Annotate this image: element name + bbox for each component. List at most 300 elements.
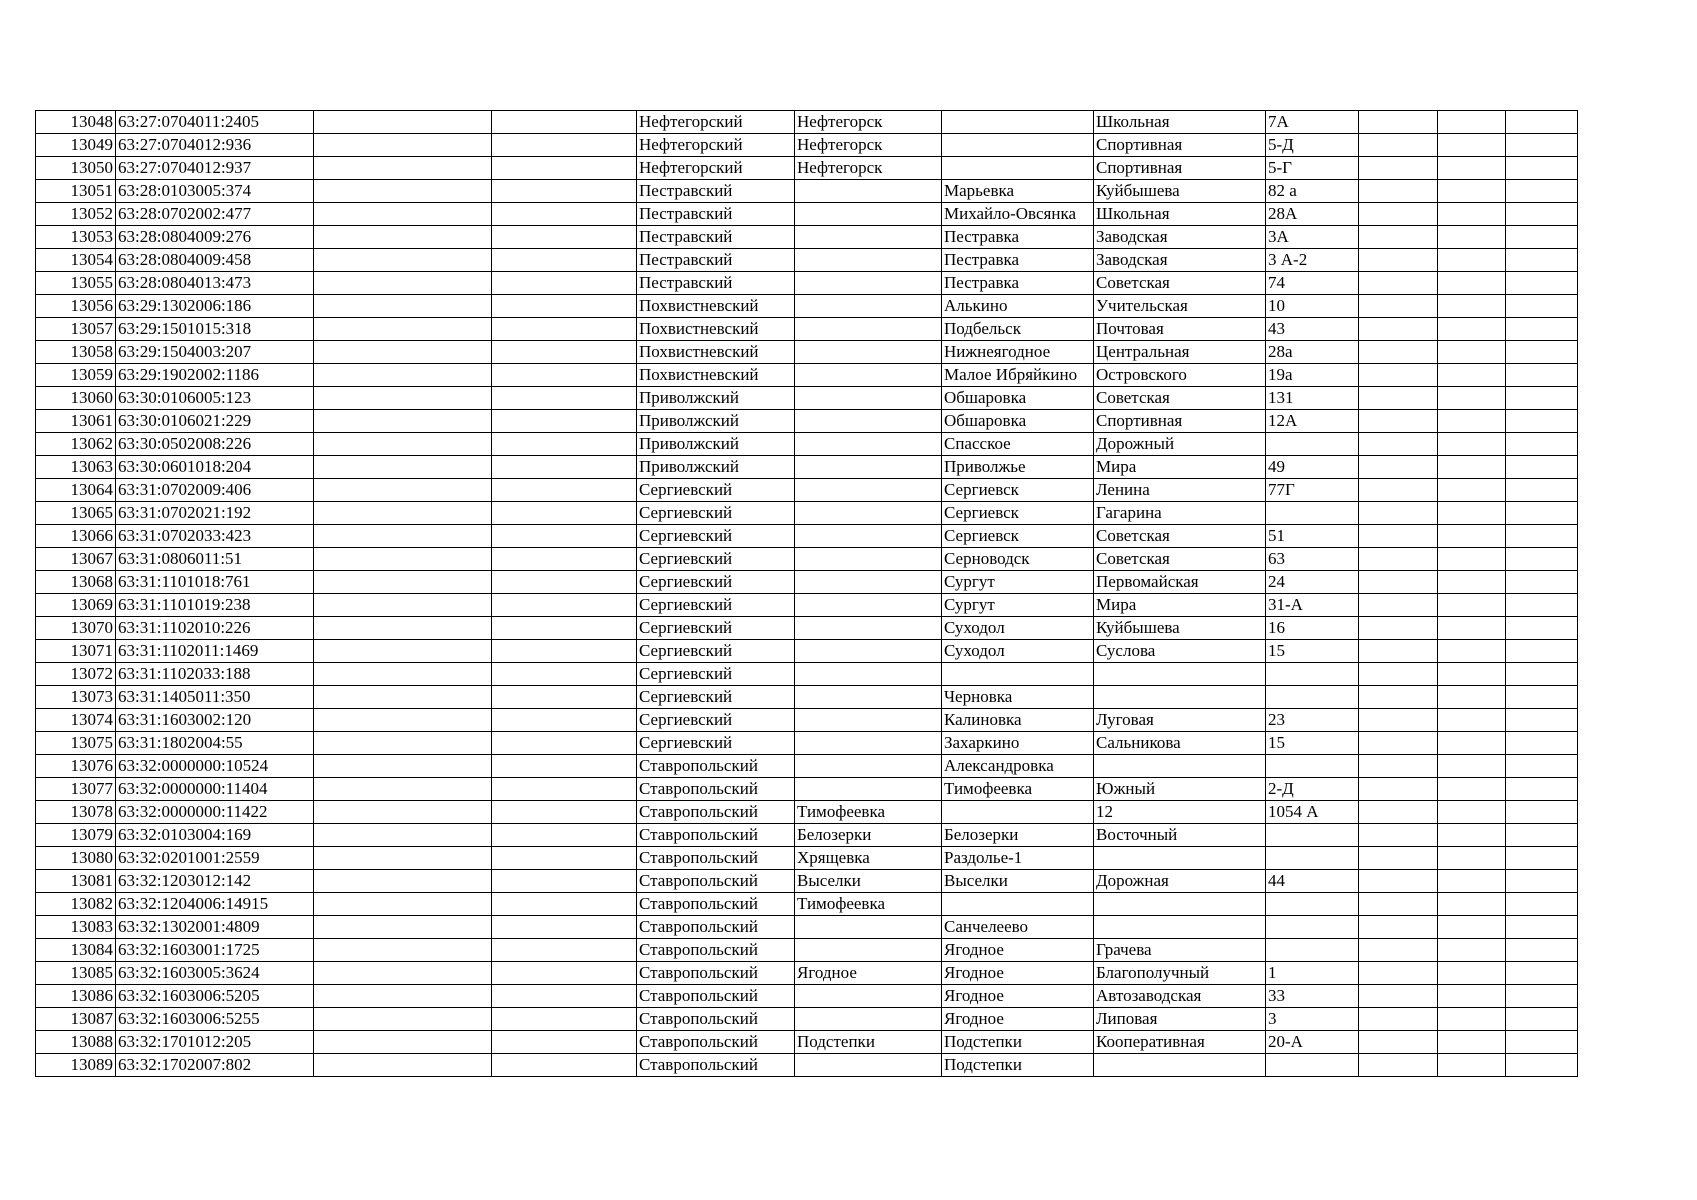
district-cell: Ставропольский bbox=[637, 1008, 795, 1031]
district-cell: Сергиевский bbox=[637, 502, 795, 525]
empty-cell-10 bbox=[1359, 709, 1438, 732]
row-number-cell: 13057 bbox=[36, 318, 116, 341]
house-number-cell bbox=[1266, 893, 1359, 916]
empty-cell-10 bbox=[1359, 502, 1438, 525]
cadastral-number-cell: 63:32:0000000:11404 bbox=[116, 778, 314, 801]
town-cell bbox=[795, 410, 942, 433]
row-number-cell: 13054 bbox=[36, 249, 116, 272]
empty-cell-3 bbox=[314, 548, 492, 571]
empty-cell-4 bbox=[492, 571, 637, 594]
district-cell: Приволжский bbox=[637, 387, 795, 410]
empty-cell-4 bbox=[492, 364, 637, 387]
empty-cell-10 bbox=[1359, 1008, 1438, 1031]
empty-cell-4 bbox=[492, 502, 637, 525]
empty-cell-4 bbox=[492, 1008, 637, 1031]
empty-cell-3 bbox=[314, 801, 492, 824]
cadastral-number-cell: 63:31:1603002:120 bbox=[116, 709, 314, 732]
town-cell bbox=[795, 341, 942, 364]
street-cell: Советская bbox=[1094, 272, 1266, 295]
empty-cell-12 bbox=[1506, 916, 1578, 939]
district-cell: Ставропольский bbox=[637, 1031, 795, 1054]
empty-cell-12 bbox=[1506, 778, 1578, 801]
empty-cell-4 bbox=[492, 916, 637, 939]
house-number-cell bbox=[1266, 663, 1359, 686]
town-cell: Тимофеевка bbox=[795, 801, 942, 824]
town-cell bbox=[795, 387, 942, 410]
district-cell: Ставропольский bbox=[637, 755, 795, 778]
street-cell: Заводская bbox=[1094, 226, 1266, 249]
table-row bbox=[36, 502, 1578, 525]
street-cell: Почтовая bbox=[1094, 318, 1266, 341]
table-row bbox=[36, 157, 1578, 180]
empty-cell-12 bbox=[1506, 824, 1578, 847]
town-cell bbox=[795, 318, 942, 341]
house-number-cell: 43 bbox=[1266, 318, 1359, 341]
empty-cell-4 bbox=[492, 134, 637, 157]
house-number-cell bbox=[1266, 502, 1359, 525]
table-row bbox=[36, 755, 1578, 778]
street-cell: Липовая bbox=[1094, 1008, 1266, 1031]
row-number-cell: 13051 bbox=[36, 180, 116, 203]
district-cell: Нефтегорский bbox=[637, 134, 795, 157]
locality-cell: Подстепки bbox=[942, 1031, 1094, 1054]
empty-cell-12 bbox=[1506, 939, 1578, 962]
locality-cell: Ягодное bbox=[942, 962, 1094, 985]
empty-cell-11 bbox=[1438, 755, 1506, 778]
district-cell: Ставропольский bbox=[637, 962, 795, 985]
row-number-cell: 13077 bbox=[36, 778, 116, 801]
empty-cell-4 bbox=[492, 663, 637, 686]
table-row bbox=[36, 295, 1578, 318]
empty-cell-11 bbox=[1438, 111, 1506, 134]
empty-cell-11 bbox=[1438, 364, 1506, 387]
locality-cell: Михайло-Овсянка bbox=[942, 203, 1094, 226]
town-cell bbox=[795, 502, 942, 525]
empty-cell-4 bbox=[492, 617, 637, 640]
empty-cell-3 bbox=[314, 318, 492, 341]
empty-cell-10 bbox=[1359, 962, 1438, 985]
street-cell: Дорожный bbox=[1094, 433, 1266, 456]
row-number-cell: 13055 bbox=[36, 272, 116, 295]
cadastral-number-cell: 63:28:0804013:473 bbox=[116, 272, 314, 295]
empty-cell-10 bbox=[1359, 548, 1438, 571]
empty-cell-12 bbox=[1506, 502, 1578, 525]
locality-cell: Марьевка bbox=[942, 180, 1094, 203]
empty-cell-4 bbox=[492, 410, 637, 433]
empty-cell-10 bbox=[1359, 870, 1438, 893]
house-number-cell: 16 bbox=[1266, 617, 1359, 640]
locality-cell: Серноводск bbox=[942, 548, 1094, 571]
district-cell: Сергиевский bbox=[637, 525, 795, 548]
empty-cell-3 bbox=[314, 617, 492, 640]
table-row bbox=[36, 433, 1578, 456]
empty-cell-10 bbox=[1359, 226, 1438, 249]
district-cell: Сергиевский bbox=[637, 617, 795, 640]
cadastral-number-cell: 63:31:0702021:192 bbox=[116, 502, 314, 525]
cadastral-number-cell: 63:31:1802004:55 bbox=[116, 732, 314, 755]
empty-cell-3 bbox=[314, 134, 492, 157]
empty-cell-4 bbox=[492, 594, 637, 617]
district-cell: Пестравский bbox=[637, 249, 795, 272]
empty-cell-12 bbox=[1506, 1008, 1578, 1031]
empty-cell-12 bbox=[1506, 295, 1578, 318]
empty-cell-11 bbox=[1438, 985, 1506, 1008]
house-number-cell: 20-А bbox=[1266, 1031, 1359, 1054]
empty-cell-10 bbox=[1359, 594, 1438, 617]
table-row bbox=[36, 824, 1578, 847]
house-number-cell: 5-Г bbox=[1266, 157, 1359, 180]
row-number-cell: 13058 bbox=[36, 341, 116, 364]
locality-cell: Пестравка bbox=[942, 272, 1094, 295]
street-cell bbox=[1094, 1054, 1266, 1077]
locality-cell: Подбельск bbox=[942, 318, 1094, 341]
table-row bbox=[36, 134, 1578, 157]
district-cell: Похвистневский bbox=[637, 341, 795, 364]
empty-cell-11 bbox=[1438, 801, 1506, 824]
district-cell: Сергиевский bbox=[637, 663, 795, 686]
house-number-cell: 31-А bbox=[1266, 594, 1359, 617]
empty-cell-12 bbox=[1506, 985, 1578, 1008]
locality-cell: Сургут bbox=[942, 594, 1094, 617]
empty-cell-11 bbox=[1438, 410, 1506, 433]
house-number-cell: 51 bbox=[1266, 525, 1359, 548]
district-cell: Ставропольский bbox=[637, 778, 795, 801]
cadastral-number-cell: 63:27:0704011:2405 bbox=[116, 111, 314, 134]
street-cell: Дорожная bbox=[1094, 870, 1266, 893]
row-number-cell: 13083 bbox=[36, 916, 116, 939]
house-number-cell: 5-Д bbox=[1266, 134, 1359, 157]
locality-cell: Пестравка bbox=[942, 226, 1094, 249]
empty-cell-4 bbox=[492, 272, 637, 295]
house-number-cell: 15 bbox=[1266, 640, 1359, 663]
empty-cell-3 bbox=[314, 640, 492, 663]
empty-cell-3 bbox=[314, 1008, 492, 1031]
empty-cell-12 bbox=[1506, 456, 1578, 479]
empty-cell-11 bbox=[1438, 893, 1506, 916]
town-cell bbox=[795, 686, 942, 709]
empty-cell-3 bbox=[314, 893, 492, 916]
row-number-cell: 13073 bbox=[36, 686, 116, 709]
empty-cell-12 bbox=[1506, 525, 1578, 548]
empty-cell-10 bbox=[1359, 456, 1438, 479]
table-row bbox=[36, 640, 1578, 663]
empty-cell-4 bbox=[492, 111, 637, 134]
cadastral-number-cell: 63:28:0103005:374 bbox=[116, 180, 314, 203]
empty-cell-11 bbox=[1438, 686, 1506, 709]
locality-cell: Алькино bbox=[942, 295, 1094, 318]
empty-cell-12 bbox=[1506, 410, 1578, 433]
town-cell bbox=[795, 1008, 942, 1031]
empty-cell-10 bbox=[1359, 640, 1438, 663]
empty-cell-10 bbox=[1359, 272, 1438, 295]
empty-cell-4 bbox=[492, 249, 637, 272]
empty-cell-3 bbox=[314, 939, 492, 962]
empty-cell-4 bbox=[492, 203, 637, 226]
empty-cell-4 bbox=[492, 801, 637, 824]
street-cell: Суслова bbox=[1094, 640, 1266, 663]
locality-cell: Сергиевск bbox=[942, 479, 1094, 502]
table-row bbox=[36, 525, 1578, 548]
empty-cell-3 bbox=[314, 824, 492, 847]
empty-cell-11 bbox=[1438, 939, 1506, 962]
empty-cell-12 bbox=[1506, 479, 1578, 502]
house-number-cell bbox=[1266, 1054, 1359, 1077]
empty-cell-10 bbox=[1359, 847, 1438, 870]
town-cell bbox=[795, 939, 942, 962]
district-cell: Похвистневский bbox=[637, 295, 795, 318]
town-cell bbox=[795, 755, 942, 778]
street-cell: Куйбышева bbox=[1094, 617, 1266, 640]
row-number-cell: 13049 bbox=[36, 134, 116, 157]
empty-cell-10 bbox=[1359, 479, 1438, 502]
empty-cell-4 bbox=[492, 180, 637, 203]
empty-cell-10 bbox=[1359, 801, 1438, 824]
locality-cell: Ягодное bbox=[942, 939, 1094, 962]
empty-cell-3 bbox=[314, 249, 492, 272]
cadastral-number-cell: 63:31:0702033:423 bbox=[116, 525, 314, 548]
empty-cell-4 bbox=[492, 341, 637, 364]
table-row bbox=[36, 847, 1578, 870]
table-row bbox=[36, 732, 1578, 755]
street-cell: Благополучный bbox=[1094, 962, 1266, 985]
empty-cell-4 bbox=[492, 939, 637, 962]
district-cell: Сергиевский bbox=[637, 640, 795, 663]
table-row bbox=[36, 249, 1578, 272]
empty-cell-4 bbox=[492, 295, 637, 318]
house-number-cell: 3 bbox=[1266, 1008, 1359, 1031]
district-cell: Ставропольский bbox=[637, 870, 795, 893]
empty-cell-11 bbox=[1438, 571, 1506, 594]
empty-cell-11 bbox=[1438, 594, 1506, 617]
locality-cell: Спасское bbox=[942, 433, 1094, 456]
empty-cell-10 bbox=[1359, 387, 1438, 410]
empty-cell-12 bbox=[1506, 157, 1578, 180]
empty-cell-4 bbox=[492, 456, 637, 479]
empty-cell-3 bbox=[314, 686, 492, 709]
empty-cell-11 bbox=[1438, 456, 1506, 479]
empty-cell-11 bbox=[1438, 709, 1506, 732]
street-cell bbox=[1094, 663, 1266, 686]
empty-cell-3 bbox=[314, 479, 492, 502]
row-number-cell: 13076 bbox=[36, 755, 116, 778]
locality-cell bbox=[942, 111, 1094, 134]
street-cell: Сальникова bbox=[1094, 732, 1266, 755]
row-number-cell: 13088 bbox=[36, 1031, 116, 1054]
row-number-cell: 13071 bbox=[36, 640, 116, 663]
table-row bbox=[36, 1054, 1578, 1077]
cadastral-number-cell: 63:32:1203012:142 bbox=[116, 870, 314, 893]
empty-cell-11 bbox=[1438, 663, 1506, 686]
cadastral-number-cell: 63:32:1603006:5255 bbox=[116, 1008, 314, 1031]
empty-cell-3 bbox=[314, 985, 492, 1008]
empty-cell-12 bbox=[1506, 364, 1578, 387]
house-number-cell bbox=[1266, 847, 1359, 870]
empty-cell-12 bbox=[1506, 548, 1578, 571]
empty-cell-10 bbox=[1359, 916, 1438, 939]
empty-cell-12 bbox=[1506, 249, 1578, 272]
cadastral-number-cell: 63:32:0000000:10524 bbox=[116, 755, 314, 778]
empty-cell-12 bbox=[1506, 272, 1578, 295]
district-cell: Ставропольский bbox=[637, 985, 795, 1008]
house-number-cell: 3 А-2 bbox=[1266, 249, 1359, 272]
cadastral-number-cell: 63:32:1603001:1725 bbox=[116, 939, 314, 962]
town-cell bbox=[795, 249, 942, 272]
empty-cell-10 bbox=[1359, 732, 1438, 755]
district-cell: Нефтегорский bbox=[637, 111, 795, 134]
table-row bbox=[36, 387, 1578, 410]
empty-cell-3 bbox=[314, 594, 492, 617]
cadastral-number-cell: 63:32:1603005:3624 bbox=[116, 962, 314, 985]
empty-cell-12 bbox=[1506, 847, 1578, 870]
empty-cell-3 bbox=[314, 962, 492, 985]
cadastral-number-cell: 63:31:1102033:188 bbox=[116, 663, 314, 686]
street-cell: 12 bbox=[1094, 801, 1266, 824]
empty-cell-10 bbox=[1359, 111, 1438, 134]
empty-cell-4 bbox=[492, 157, 637, 180]
district-cell: Сергиевский bbox=[637, 709, 795, 732]
street-cell: Гагарина bbox=[1094, 502, 1266, 525]
row-number-cell: 13070 bbox=[36, 617, 116, 640]
district-cell: Похвистневский bbox=[637, 364, 795, 387]
street-cell: Луговая bbox=[1094, 709, 1266, 732]
town-cell bbox=[795, 548, 942, 571]
empty-cell-4 bbox=[492, 318, 637, 341]
empty-cell-10 bbox=[1359, 617, 1438, 640]
empty-cell-3 bbox=[314, 778, 492, 801]
street-cell: Кооперативная bbox=[1094, 1031, 1266, 1054]
empty-cell-3 bbox=[314, 410, 492, 433]
street-cell bbox=[1094, 686, 1266, 709]
town-cell bbox=[795, 203, 942, 226]
town-cell bbox=[795, 594, 942, 617]
empty-cell-3 bbox=[314, 1054, 492, 1077]
district-cell: Ставропольский bbox=[637, 847, 795, 870]
empty-cell-11 bbox=[1438, 502, 1506, 525]
street-cell: Учительская bbox=[1094, 295, 1266, 318]
street-cell: Советская bbox=[1094, 387, 1266, 410]
empty-cell-12 bbox=[1506, 801, 1578, 824]
empty-cell-3 bbox=[314, 295, 492, 318]
empty-cell-11 bbox=[1438, 341, 1506, 364]
empty-cell-12 bbox=[1506, 111, 1578, 134]
row-number-cell: 13053 bbox=[36, 226, 116, 249]
empty-cell-12 bbox=[1506, 1031, 1578, 1054]
locality-cell bbox=[942, 157, 1094, 180]
district-cell: Приволжский bbox=[637, 410, 795, 433]
empty-cell-11 bbox=[1438, 962, 1506, 985]
locality-cell: Выселки bbox=[942, 870, 1094, 893]
empty-cell-10 bbox=[1359, 134, 1438, 157]
district-cell: Приволжский bbox=[637, 433, 795, 456]
empty-cell-10 bbox=[1359, 249, 1438, 272]
district-cell: Пестравский bbox=[637, 203, 795, 226]
town-cell bbox=[795, 571, 942, 594]
empty-cell-10 bbox=[1359, 203, 1438, 226]
town-cell: Хрящевка bbox=[795, 847, 942, 870]
locality-cell: Нижнеягодное bbox=[942, 341, 1094, 364]
street-cell: Центральная bbox=[1094, 341, 1266, 364]
cadastral-number-cell: 63:28:0702002:477 bbox=[116, 203, 314, 226]
house-number-cell: 24 bbox=[1266, 571, 1359, 594]
empty-cell-4 bbox=[492, 962, 637, 985]
empty-cell-4 bbox=[492, 525, 637, 548]
table-row bbox=[36, 111, 1578, 134]
row-number-cell: 13062 bbox=[36, 433, 116, 456]
locality-cell: Пестравка bbox=[942, 249, 1094, 272]
empty-cell-11 bbox=[1438, 916, 1506, 939]
house-number-cell bbox=[1266, 824, 1359, 847]
locality-cell: Сергиевск bbox=[942, 525, 1094, 548]
row-number-cell: 13072 bbox=[36, 663, 116, 686]
cadastral-number-cell: 63:32:1204006:14915 bbox=[116, 893, 314, 916]
row-number-cell: 13074 bbox=[36, 709, 116, 732]
cadastral-number-cell: 63:32:1603006:5205 bbox=[116, 985, 314, 1008]
row-number-cell: 13065 bbox=[36, 502, 116, 525]
table-body bbox=[36, 111, 1578, 1077]
empty-cell-10 bbox=[1359, 686, 1438, 709]
empty-cell-10 bbox=[1359, 341, 1438, 364]
town-cell: Ягодное bbox=[795, 962, 942, 985]
district-cell: Пестравский bbox=[637, 180, 795, 203]
cadastral-number-cell: 63:27:0704012:936 bbox=[116, 134, 314, 157]
empty-cell-10 bbox=[1359, 295, 1438, 318]
street-cell: Южный bbox=[1094, 778, 1266, 801]
empty-cell-3 bbox=[314, 847, 492, 870]
town-cell bbox=[795, 709, 942, 732]
district-cell: Ставропольский bbox=[637, 824, 795, 847]
empty-cell-10 bbox=[1359, 663, 1438, 686]
town-cell bbox=[795, 272, 942, 295]
registry-table bbox=[35, 110, 1578, 1077]
cadastral-number-cell: 63:32:1702007:802 bbox=[116, 1054, 314, 1077]
house-number-cell: 33 bbox=[1266, 985, 1359, 1008]
street-cell: Спортивная bbox=[1094, 134, 1266, 157]
table-row bbox=[36, 686, 1578, 709]
table-row bbox=[36, 272, 1578, 295]
table-row bbox=[36, 1008, 1578, 1031]
empty-cell-11 bbox=[1438, 272, 1506, 295]
district-cell: Сергиевский bbox=[637, 548, 795, 571]
empty-cell-12 bbox=[1506, 686, 1578, 709]
street-cell: Восточный bbox=[1094, 824, 1266, 847]
empty-cell-4 bbox=[492, 433, 637, 456]
cadastral-number-cell: 63:32:0201001:2559 bbox=[116, 847, 314, 870]
locality-cell: Малое Ибряйкино bbox=[942, 364, 1094, 387]
street-cell: Спортивная bbox=[1094, 410, 1266, 433]
row-number-cell: 13068 bbox=[36, 571, 116, 594]
empty-cell-11 bbox=[1438, 433, 1506, 456]
district-cell: Сергиевский bbox=[637, 686, 795, 709]
empty-cell-12 bbox=[1506, 1054, 1578, 1077]
district-cell: Сергиевский bbox=[637, 479, 795, 502]
cadastral-number-cell: 63:32:0000000:11422 bbox=[116, 801, 314, 824]
row-number-cell: 13079 bbox=[36, 824, 116, 847]
empty-cell-11 bbox=[1438, 1031, 1506, 1054]
row-number-cell: 13052 bbox=[36, 203, 116, 226]
street-cell: Школьная bbox=[1094, 111, 1266, 134]
empty-cell-11 bbox=[1438, 1054, 1506, 1077]
table-row bbox=[36, 410, 1578, 433]
locality-cell bbox=[942, 134, 1094, 157]
street-cell: Грачева bbox=[1094, 939, 1266, 962]
district-cell: Похвистневский bbox=[637, 318, 795, 341]
locality-cell bbox=[942, 801, 1094, 824]
cadastral-number-cell: 63:31:0806011:51 bbox=[116, 548, 314, 571]
empty-cell-12 bbox=[1506, 180, 1578, 203]
house-number-cell: 49 bbox=[1266, 456, 1359, 479]
empty-cell-11 bbox=[1438, 847, 1506, 870]
house-number-cell: 131 bbox=[1266, 387, 1359, 410]
